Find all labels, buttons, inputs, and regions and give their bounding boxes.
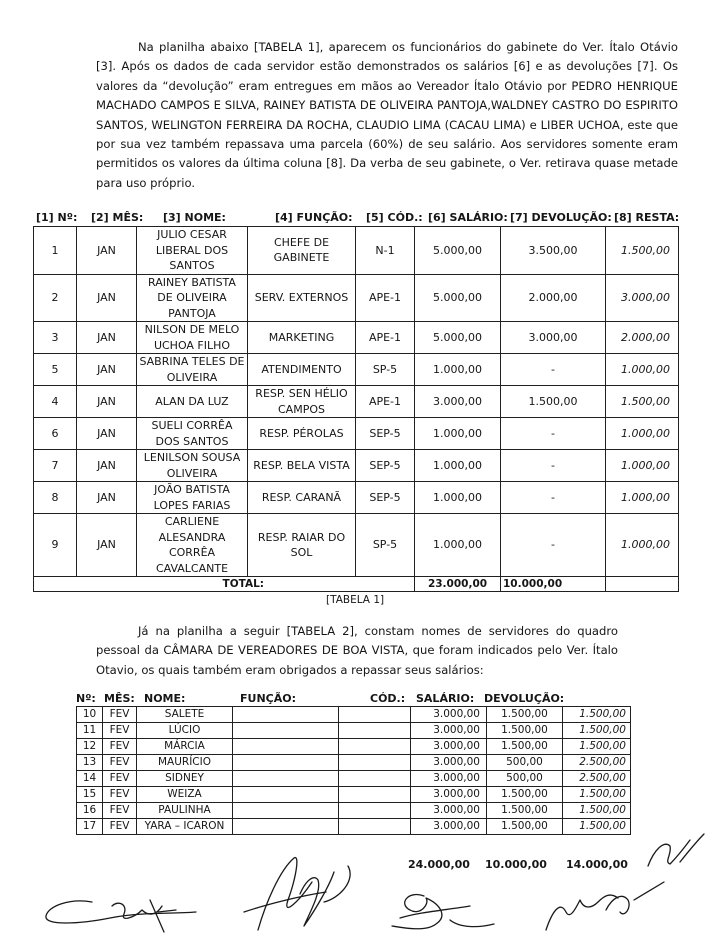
- t2-cell-resta: 1.500,00: [563, 723, 631, 739]
- t2-cell-salario: 3.000,00: [411, 819, 487, 835]
- t1-cell-devolucao: 1.500,00: [501, 386, 606, 418]
- t1-cell-devolucao: 3.500,00: [501, 227, 606, 275]
- t2-cell-resta: 1.500,00: [563, 803, 631, 819]
- t2-cell-nome: MAURÍCIO: [137, 755, 233, 771]
- t1-cell-devolucao: 2.000,00: [501, 274, 606, 322]
- t2-cell-n: 14: [77, 771, 103, 787]
- signature-4: [546, 882, 664, 930]
- t2-cell-mes: FEV: [103, 771, 137, 787]
- t2-cell-n: 12: [77, 739, 103, 755]
- t1-header-resta: [8] RESTA:: [614, 211, 680, 224]
- t2-cell-salario: 3.000,00: [411, 739, 487, 755]
- t2-header-cod: CÓD.:: [370, 692, 406, 705]
- t2-cell-mes: FEV: [103, 755, 137, 771]
- second-paragraph: Já na planilha a seguir [TABELA 2], constam nomes de servidores do quadro pessoal da CÂMARA DE VEREADORES DE BOA VISTA, que foram indicados pelo Ver. Ítalo Otavio, os quais também eram obrigados a repassar seus salários:: [96, 624, 618, 677]
- t2-cell-mes: FEV: [103, 723, 137, 739]
- t1-total-label: TOTAL:: [34, 577, 415, 592]
- t2-cell-devolucao: 500,00: [487, 755, 563, 771]
- t1-cell-n: 4: [34, 386, 77, 418]
- t2-header-salario: SALÁRIO:: [416, 692, 475, 705]
- t2-cell-salario: 3.000,00: [411, 707, 487, 723]
- t1-cell-n: 6: [34, 418, 77, 450]
- signature-1: [46, 900, 196, 932]
- t2-cell-nome: WEIZA: [137, 787, 233, 803]
- t2-header-devolucao: DEVOLUÇÃO:: [484, 692, 565, 705]
- t2-cell-salario: 3.000,00: [411, 803, 487, 819]
- t2-header-funcao: FUNÇÃO:: [240, 692, 296, 705]
- t2-total-resta: 14.000,00: [566, 858, 628, 871]
- t1-cell-n: 3: [34, 322, 77, 354]
- t1-cell-salario: 1.000,00: [415, 418, 501, 450]
- t2-total-salario: 24.000,00: [408, 858, 470, 871]
- t1-cell-cod: APE-1: [356, 386, 415, 418]
- t2-cell-mes: FEV: [103, 803, 137, 819]
- t1-header-devolucao: [7] DEVOLUÇÃO:: [510, 211, 612, 224]
- t2-cell-nome: PAULINHA: [137, 803, 233, 819]
- t1-cell-mes: JAN: [77, 450, 137, 482]
- t1-cell-resta: 3.000,00: [606, 274, 679, 322]
- t2-cell-mes: FEV: [103, 819, 137, 835]
- t1-cell-resta: 1.000,00: [606, 450, 679, 482]
- t1-cell-salario: 1.000,00: [415, 482, 501, 514]
- t2-cell-mes: FEV: [103, 787, 137, 803]
- t1-cell-resta: 1.000,00: [606, 482, 679, 514]
- t1-total-salario: 23.000,00: [415, 577, 501, 592]
- t1-header-salario: [6] SALÁRIO:: [428, 211, 508, 224]
- t2-cell-nome: MÁRCIA: [137, 739, 233, 755]
- t1-cell-funcao: RESP. CARANÃ: [248, 482, 356, 514]
- t2-cell-devolucao: 1.500,00: [487, 819, 563, 835]
- t1-cell-devolucao: -: [501, 354, 606, 386]
- t1-cell-funcao: MARKETING: [248, 322, 356, 354]
- t1-cell-devolucao: -: [501, 418, 606, 450]
- t2-cell-nome: SIDNEY: [137, 771, 233, 787]
- t1-cell-nome: SABRINA TELES DE OLIVEIRA: [137, 354, 248, 386]
- t1-cell-nome: LENILSON SOUSA OLIVEIRA: [137, 450, 248, 482]
- t1-cell-resta: 1.000,00: [606, 418, 679, 450]
- t2-cell-resta: 1.500,00: [563, 739, 631, 755]
- t1-cell-devolucao: -: [501, 514, 606, 577]
- t1-cell-cod: SEP-5: [356, 450, 415, 482]
- t1-cell-cod: SEP-5: [356, 418, 415, 450]
- t1-cell-n: 5: [34, 354, 77, 386]
- t1-cell-devolucao: 3.000,00: [501, 322, 606, 354]
- t1-cell-mes: JAN: [77, 386, 137, 418]
- t1-cell-salario: 5.000,00: [415, 227, 501, 275]
- t1-cell-n: 1: [34, 227, 77, 275]
- t2-cell-salario: 3.000,00: [411, 723, 487, 739]
- t1-cell-resta: 1.500,00: [606, 227, 679, 275]
- t2-cell-n: 16: [77, 803, 103, 819]
- t2-cell-resta: 1.500,00: [563, 707, 631, 723]
- t1-cell-devolucao: -: [501, 450, 606, 482]
- t1-cell-cod: SP-5: [356, 354, 415, 386]
- t1-cell-nome: RAINEY BATISTA DE OLIVEIRA PANTOJA: [137, 274, 248, 322]
- t2-cell-n: 10: [77, 707, 103, 723]
- t1-cell-cod: APE-1: [356, 322, 415, 354]
- t1-cell-n: 7: [34, 450, 77, 482]
- t1-cell-funcao: SERV. EXTERNOS: [248, 274, 356, 322]
- t2-cell-salario: 3.000,00: [411, 787, 487, 803]
- intro-paragraph: Na planilha abaixo [TABELA 1], aparecem os funcionários do gabinete do Ver. Ítalo Otávio [3]. Após os dados de cada servidor estão demonstrados os salários [6] e as devoluções [7]. Os valores da “devolução” eram entregues em mãos ao Vereador Ítalo Otávio por PEDRO HENRIQUE MACHADO CAMPOS E SILVA, RAINEY BATISTA DE OLIVEIRA PANTOJA,WALDNEY CASTRO DO ESPIRITO SANTOS, WELINGTON FERREIRA DA ROCHA, CLAUDIO LIMA (CACAU LIMA) e LIBER UCHOA, este que por sua vez também repassava uma parcela (60%) de seu salário. Aos servidores somente eram permitidos os valores da última coluna [8]. Da verba de seu gabinete, o Ver. retirava quase metade para uso próprio.: [96, 40, 678, 190]
- t1-cell-mes: JAN: [77, 227, 137, 275]
- t1-header-n: [1] Nº:: [36, 211, 78, 224]
- t2-cell-n: 15: [77, 787, 103, 803]
- t1-cell-mes: JAN: [77, 274, 137, 322]
- t1-cell-n: 2: [34, 274, 77, 322]
- t1-cell-cod: SP-5: [356, 514, 415, 577]
- t1-cell-n: 9: [34, 514, 77, 577]
- t1-cell-resta: 1.500,00: [606, 386, 679, 418]
- t2-header-nome: NOME:: [144, 692, 186, 705]
- t2-cell-salario: 3.000,00: [411, 771, 487, 787]
- t1-cell-funcao: ATENDIMENTO: [248, 354, 356, 386]
- t1-cell-mes: JAN: [77, 418, 137, 450]
- t2-cell-devolucao: 1.500,00: [487, 739, 563, 755]
- t1-header-mes: [2] MÊS:: [91, 211, 144, 224]
- signature-5: [648, 834, 704, 866]
- t1-cell-mes: JAN: [77, 482, 137, 514]
- t2-cell-n: 11: [77, 723, 103, 739]
- t1-cell-funcao: CHEFE DE GABINETE: [248, 227, 356, 275]
- t2-cell-devolucao: 1.500,00: [487, 803, 563, 819]
- t2-cell-resta: 2.500,00: [563, 755, 631, 771]
- t2-cell-resta: 1.500,00: [563, 819, 631, 835]
- t1-cell-resta: 1.000,00: [606, 514, 679, 577]
- t2-cell-salario: 3.000,00: [411, 755, 487, 771]
- t1-cell-nome: NILSON DE MELO UCHOA FILHO: [137, 322, 248, 354]
- t1-cell-funcao: RESP. PÉROLAS: [248, 418, 356, 450]
- t2-header-n: Nº:: [76, 692, 96, 705]
- t1-cell-salario: 5.000,00: [415, 274, 501, 322]
- t1-cell-nome: ALAN DA LUZ: [137, 386, 248, 418]
- t1-cell-n: 8: [34, 482, 77, 514]
- t2-cell-devolucao: 1.500,00: [487, 787, 563, 803]
- t1-cell-mes: JAN: [77, 354, 137, 386]
- t1-cell-salario: 3.000,00: [415, 386, 501, 418]
- t1-total-devolucao: 10.000,00: [501, 577, 606, 592]
- t2-total-devolucao: 10.000,00: [485, 858, 547, 871]
- t1-cell-nome: SUELI CORRÊA DOS SANTOS: [137, 418, 248, 450]
- t2-cell-resta: 1.500,00: [563, 787, 631, 803]
- t1-cell-cod: N-1: [356, 227, 415, 275]
- t2-cell-mes: FEV: [103, 739, 137, 755]
- t1-cell-nome: JULIO CESAR LIBERAL DOS SANTOS: [137, 227, 248, 275]
- t1-header-cod: [5] CÓD.:: [366, 211, 423, 224]
- t2-cell-devolucao: 500,00: [487, 771, 563, 787]
- t1-cell-nome: JOÃO BATISTA LOPES FARIAS: [137, 482, 248, 514]
- signature-3: [392, 895, 494, 929]
- t1-cell-resta: 1.000,00: [606, 354, 679, 386]
- t1-header-funcao: [4] FUNÇÃO:: [275, 211, 353, 224]
- t1-cell-funcao: RESP. SEN HÉLIO CAMPOS: [248, 386, 356, 418]
- t1-cell-nome: CARLIENE ALESANDRA CORRÊA CAVALCANTE: [137, 514, 248, 577]
- t2-cell-nome: LÚCIO: [137, 723, 233, 739]
- t2-cell-nome: SALETE: [137, 707, 233, 723]
- t2-cell-devolucao: 1.500,00: [487, 723, 563, 739]
- t1-cell-funcao: RESP. RAIAR DO SOL: [248, 514, 356, 577]
- t1-cell-cod: SEP-5: [356, 482, 415, 514]
- t1-header-nome: [3] NOME:: [163, 211, 226, 224]
- t1-cell-salario: 1.000,00: [415, 354, 501, 386]
- t2-header-mes: MÊS:: [104, 692, 135, 705]
- t1-cell-salario: 5.000,00: [415, 322, 501, 354]
- t2-cell-n: 17: [77, 819, 103, 835]
- t2-cell-resta: 2.500,00: [563, 771, 631, 787]
- t1-cell-mes: JAN: [77, 322, 137, 354]
- t2-cell-nome: YARA – ICARON: [137, 819, 233, 835]
- t1-cell-funcao: RESP. BELA VISTA: [248, 450, 356, 482]
- t1-cell-devolucao: -: [501, 482, 606, 514]
- t2-cell-devolucao: 1.500,00: [487, 707, 563, 723]
- table1-caption: [TABELA 1]: [326, 594, 385, 606]
- t1-cell-cod: APE-1: [356, 274, 415, 322]
- t1-cell-salario: 1.000,00: [415, 450, 501, 482]
- t1-cell-resta: 2.000,00: [606, 322, 679, 354]
- t2-cell-mes: FEV: [103, 707, 137, 723]
- t1-cell-mes: JAN: [77, 514, 137, 577]
- t1-cell-salario: 1.000,00: [415, 514, 501, 577]
- signature-2: [244, 858, 350, 930]
- t2-cell-n: 13: [77, 755, 103, 771]
